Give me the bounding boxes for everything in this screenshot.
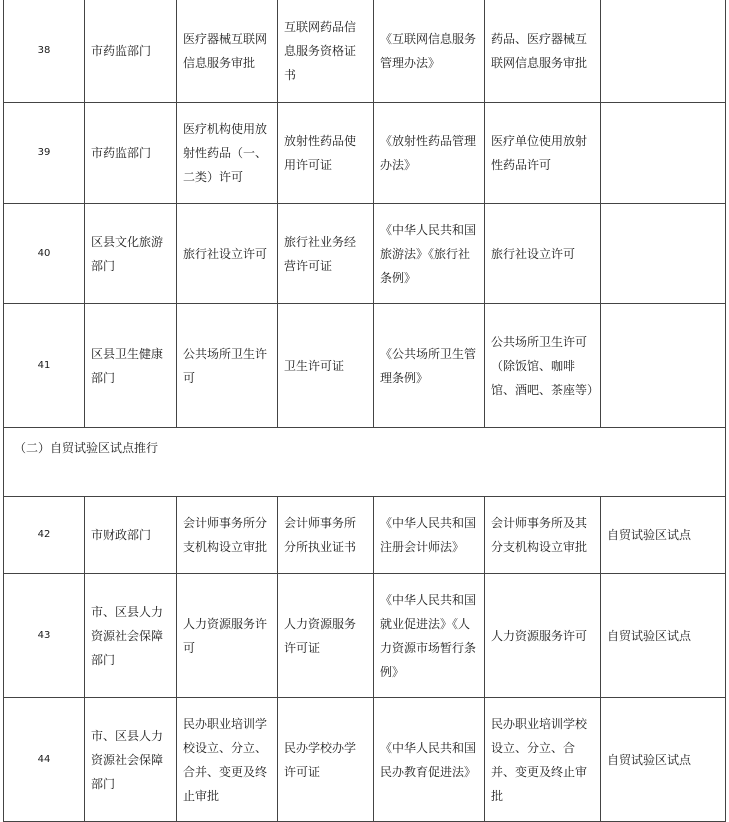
note-cell [601, 103, 726, 204]
item-cell: 人力资源服务许可 [177, 574, 278, 698]
row-number: 38 [4, 0, 85, 103]
section-title: （二）自贸试验区试点推行 [4, 428, 726, 497]
certificate-cell: 放射性药品使用许可证 [278, 103, 374, 204]
department-cell: 市、区县人力资源社会保障部门 [85, 574, 177, 698]
basis-cell: 《中华人民共和国旅游法》《旅行社条例》 [374, 204, 485, 304]
scope-cell: 公共场所卫生许可（除饭馆、咖啡馆、酒吧、茶座等） [485, 304, 601, 428]
basis-cell: 《中华人民共和国注册会计师法》 [374, 497, 485, 574]
item-cell: 医疗机构使用放射性药品（一、二类）许可 [177, 103, 278, 204]
item-cell: 公共场所卫生许可 [177, 304, 278, 428]
scope-cell: 民办职业培训学校设立、分立、合并、变更及终止审批 [485, 698, 601, 822]
scope-cell: 会计师事务所及其分支机构设立审批 [485, 497, 601, 574]
certificate-cell: 旅行社业务经营许可证 [278, 204, 374, 304]
section-row [4, 428, 726, 497]
row-number: 39 [4, 103, 85, 204]
basis-cell: 《公共场所卫生管理条例》 [374, 304, 485, 428]
row-number: 40 [4, 204, 85, 304]
note-cell [601, 304, 726, 428]
department-cell: 区县文化旅游部门 [85, 204, 177, 304]
certificate-cell: 会计师事务所分所执业证书 [278, 497, 374, 574]
item-cell: 旅行社设立许可 [177, 204, 278, 304]
item-cell: 民办职业培训学校设立、分立、合并、变更及终止审批 [177, 698, 278, 822]
table-row [4, 204, 726, 304]
certificate-cell: 卫生许可证 [278, 304, 374, 428]
table-row [4, 304, 726, 428]
permit-table [3, 0, 726, 822]
scope-cell: 药品、医疗器械互联网信息服务审批 [485, 0, 601, 103]
department-cell: 市财政部门 [85, 497, 177, 574]
table-row [4, 103, 726, 204]
note-cell: 自贸试验区试点 [601, 574, 726, 698]
row-number: 42 [4, 497, 85, 574]
department-cell: 区县卫生健康部门 [85, 304, 177, 428]
department-cell: 市、区县人力资源社会保障部门 [85, 698, 177, 822]
table-row [4, 0, 726, 103]
table-row [4, 497, 726, 574]
basis-cell: 《中华人民共和国民办教育促进法》 [374, 698, 485, 822]
basis-cell: 《中华人民共和国就业促进法》《人力资源市场暂行条例》 [374, 574, 485, 698]
row-number: 43 [4, 574, 85, 698]
note-cell [601, 0, 726, 103]
item-cell: 医疗器械互联网信息服务审批 [177, 0, 278, 103]
certificate-cell: 互联网药品信息服务资格证书 [278, 0, 374, 103]
scope-cell: 人力资源服务许可 [485, 574, 601, 698]
department-cell: 市药监部门 [85, 0, 177, 103]
note-cell [601, 204, 726, 304]
row-number: 44 [4, 698, 85, 822]
basis-cell: 《放射性药品管理办法》 [374, 103, 485, 204]
department-cell: 市药监部门 [85, 103, 177, 204]
scope-cell: 医疗单位使用放射性药品许可 [485, 103, 601, 204]
certificate-cell: 民办学校办学许可证 [278, 698, 374, 822]
certificate-cell: 人力资源服务许可证 [278, 574, 374, 698]
note-cell: 自贸试验区试点 [601, 698, 726, 822]
row-number: 41 [4, 304, 85, 428]
table-row [4, 698, 726, 822]
basis-cell: 《互联网信息服务管理办法》 [374, 0, 485, 103]
item-cell: 会计师事务所分支机构设立审批 [177, 497, 278, 574]
table-row [4, 574, 726, 698]
scope-cell: 旅行社设立许可 [485, 204, 601, 304]
note-cell: 自贸试验区试点 [601, 497, 726, 574]
